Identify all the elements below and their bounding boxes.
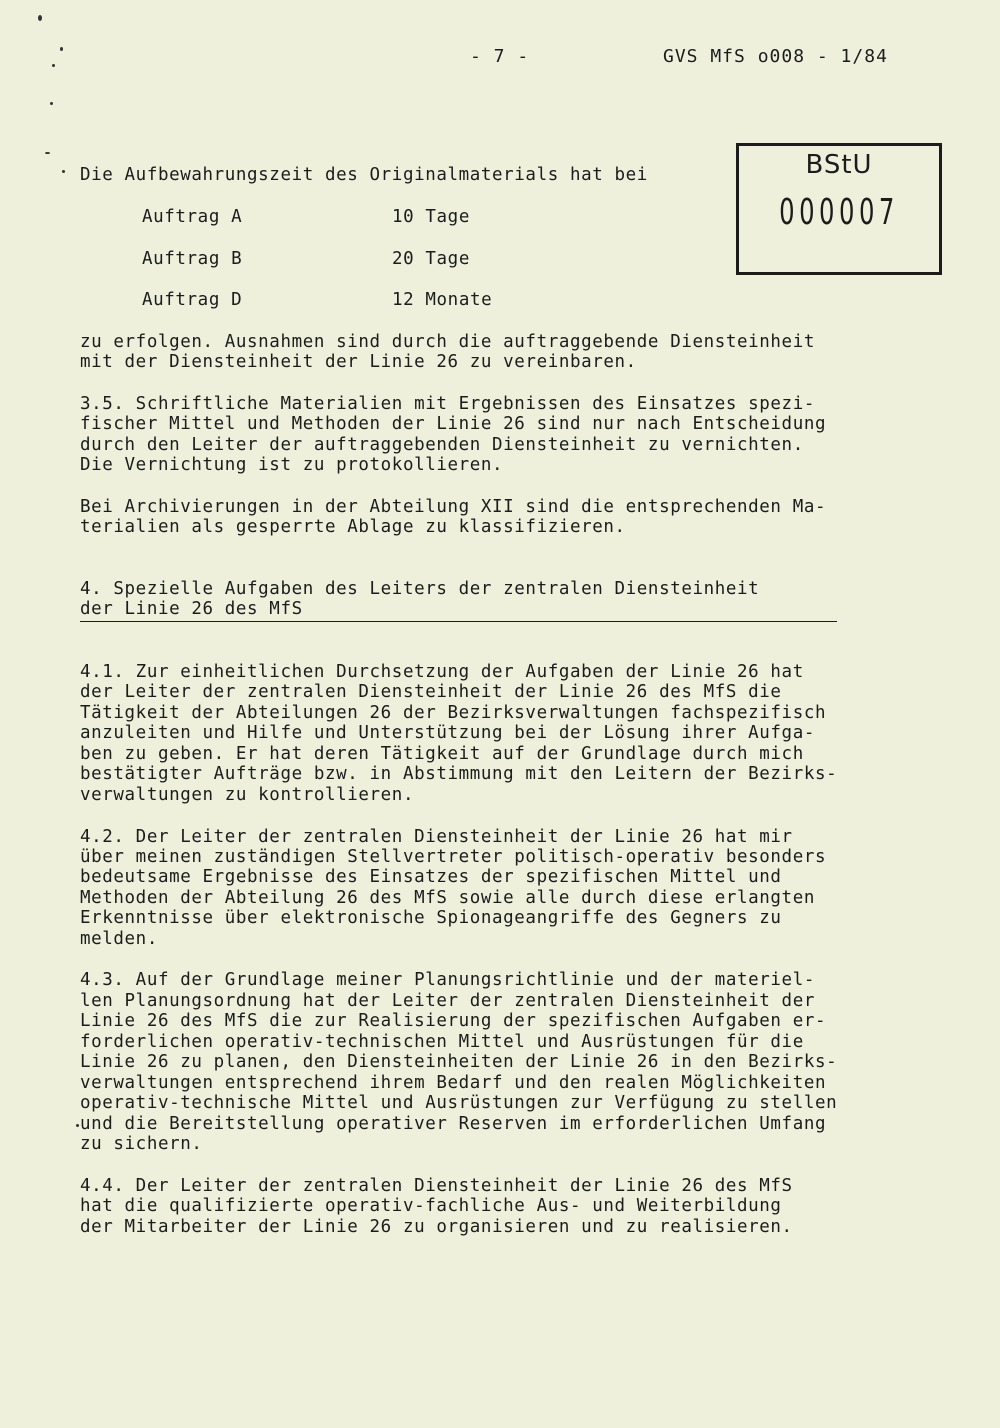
intro-line: Die Aufbewahrungszeit des Originalmaterials hat bei — [80, 165, 648, 185]
heading-line: 4. Spezielle Aufgaben des Leiters der zentralen Diensteinheit — [80, 579, 760, 599]
text-line: ben zu geben. Er hat deren Tätigkeit auf der Grundlage durch mich — [80, 744, 804, 764]
text-line: bestätigter Aufträge bzw. in Abstimmung mit den Leitern der Bezirks- — [80, 764, 838, 784]
stamp-agency: BStU — [805, 150, 873, 180]
scan-speck — [60, 47, 63, 51]
page-number: - 7 - — [470, 46, 530, 67]
text-line: Linie 26 zu planen, den Diensteinheiten der Linie 26 in den Bezirks- — [80, 1052, 838, 1072]
text-line: verwaltungen zu kontrollieren. — [80, 785, 415, 805]
text-line: durch den Leiter der auftraggebenden Diensteinheit zu vernichten. — [80, 435, 804, 455]
text-line: verwaltungen entsprechend ihrem Bedarf und den realen Möglichkeiten — [80, 1073, 827, 1093]
text-line: Tätigkeit der Abteilungen 26 der Bezirksverwaltungen fachspezifisch — [80, 703, 827, 723]
text-line: 4.4. Der Leiter der zentralen Diensteinheit der Linie 26 des MfS — [80, 1176, 793, 1196]
text-line: len Planungsordnung hat der Leiter der zentralen Diensteinheit der — [80, 991, 815, 1011]
text-line: Die Vernichtung ist zu protokollieren. — [80, 455, 504, 475]
archive-stamp — [736, 143, 942, 275]
text-line: operativ-technische Mittel und Ausrüstungen zur Verfügung zu stellen — [80, 1093, 838, 1113]
order-cell: Auftrag B — [142, 249, 243, 269]
scan-speck — [45, 152, 50, 154]
text-line: fischer Mittel und Methoden der Linie 26 sind nur nach Entscheidung — [80, 414, 827, 434]
period-cell: 12 Monate — [392, 290, 493, 310]
text-line: Linie 26 des MfS die zur Realisierung der spezifischen Aufgaben er- — [80, 1011, 827, 1031]
period-cell: 10 Tage — [392, 207, 470, 227]
text-line: 4.3. Auf der Grundlage meiner Planungsrichtlinie und der materiel- — [80, 970, 815, 990]
scan-speck — [38, 15, 42, 21]
text-line: hat die qualifizierte operativ-fachliche Aus- und Weiterbildung — [80, 1196, 782, 1216]
text-line: zu sichern. — [80, 1134, 203, 1154]
text-line: forderlichen operativ-technischen Mittel und Ausrüstungen für die — [80, 1032, 804, 1052]
scan-speck — [62, 170, 65, 173]
text-line: Erkenntnisse über elektronische Spionageangriffe des Gegners zu — [80, 908, 782, 928]
text-line: und die Bereitstellung operativer Reserven im erforderlichen Umfang — [80, 1114, 827, 1134]
scan-speck — [50, 102, 53, 105]
text-line: über meinen zuständigen Stellvertreter politisch-operativ besonders — [80, 847, 827, 867]
text-line: der Leiter der zentralen Diensteinheit der Linie 26 des MfS die — [80, 682, 782, 702]
document-reference: GVS MfS o008 - 1/84 — [663, 46, 888, 67]
scan-speck — [76, 1124, 79, 1127]
heading-line: der Linie 26 des MfS — [80, 599, 303, 619]
text-line: 3.5. Schriftliche Materialien mit Ergebnissen des Einsatzes spezi- — [80, 394, 815, 414]
text-line: zu erfolgen. Ausnahmen sind durch die auftraggebende Diensteinheit — [80, 332, 815, 352]
stamp-number: 000007 — [779, 192, 899, 233]
text-line: Methoden der Abteilung 26 des MfS sowie alle durch diese erlangten — [80, 888, 815, 908]
text-line: anzuleiten und Hilfe und Unterstützung bei der Lösung ihrer Aufga- — [80, 723, 815, 743]
text-line: der Mitarbeiter der Linie 26 zu organisieren und zu realisieren. — [80, 1217, 793, 1237]
text-line: 4.2. Der Leiter der zentralen Diensteinheit der Linie 26 hat mir — [80, 827, 793, 847]
text-line: melden. — [80, 929, 158, 949]
text-line: bedeutsame Ergebnisse des Einsatzes der spezifischen Mittel und — [80, 867, 782, 887]
scan-speck — [52, 64, 55, 67]
heading-underline — [80, 621, 837, 622]
order-cell: Auftrag A — [142, 207, 243, 227]
text-line: 4.1. Zur einheitlichen Durchsetzung der Aufgaben der Linie 26 hat — [80, 662, 804, 682]
text-line: terialien als gesperrte Ablage zu klassifizieren. — [80, 517, 626, 537]
order-cell: Auftrag D — [142, 290, 243, 310]
text-line: Bei Archivierungen in der Abteilung XII sind die entsprechenden Ma- — [80, 497, 827, 517]
text-line: mit der Diensteinheit der Linie 26 zu vereinbaren. — [80, 352, 637, 372]
period-cell: 20 Tage — [392, 249, 470, 269]
